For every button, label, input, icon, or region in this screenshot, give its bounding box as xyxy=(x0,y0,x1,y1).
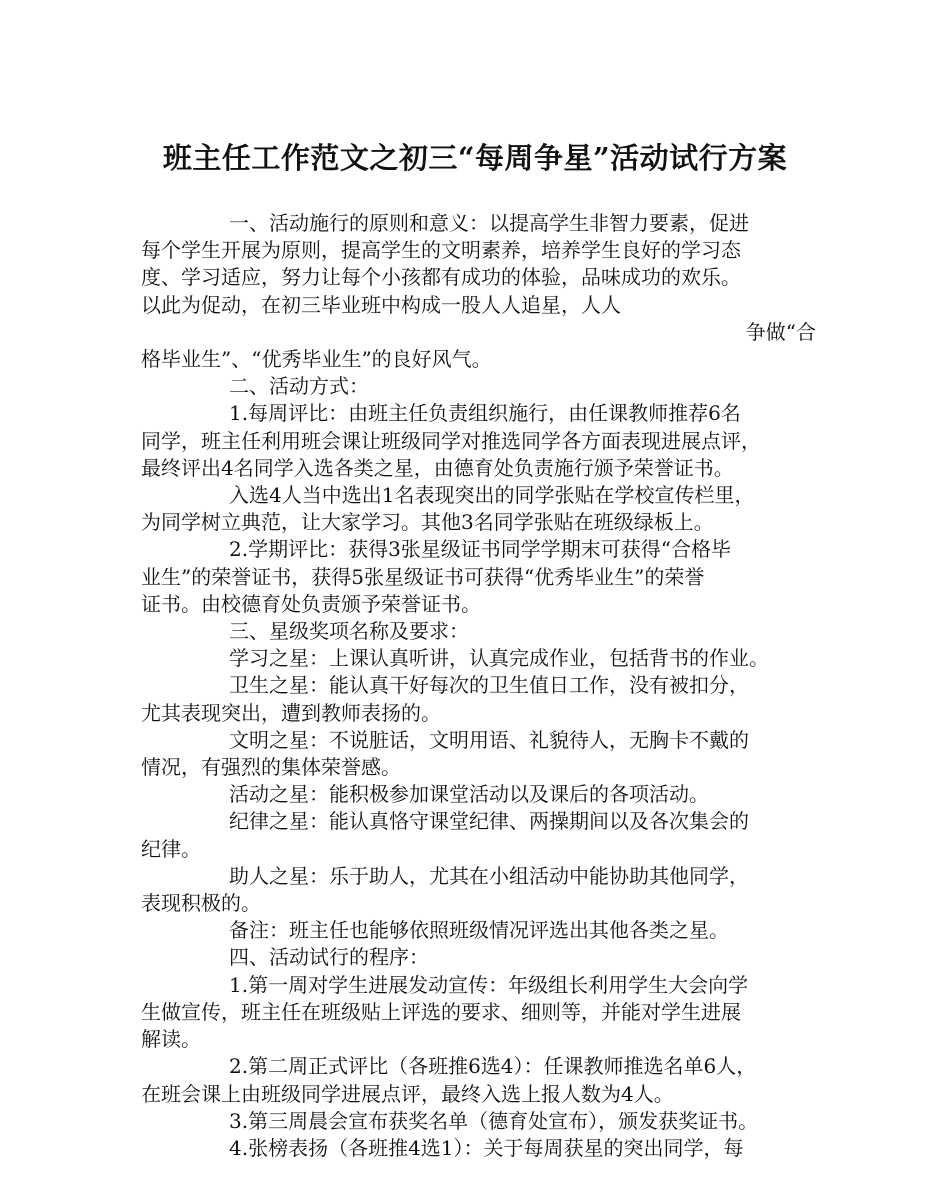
text-line: 为同学树立典范，让大家学习。其他3名同学张贴在班级绿板上。 xyxy=(141,510,714,535)
text-line: 以此为促动，在初三毕业班中构成一股人人追星，人人 xyxy=(141,292,621,317)
text-line: 入选4人当中选出1名表现突出的同学张贴在学校宣传栏里， xyxy=(229,483,755,508)
text-line: 格毕业生”、“优秀毕业生”的良好风气。 xyxy=(141,347,492,372)
text-line: 学习之星：上课认真听讲，认真完成作业，包括背书的作业。 xyxy=(229,646,769,671)
text-line: 表现积极的。 xyxy=(141,891,261,916)
document-title: 班主任工作范文之初三“每周争星”活动试行方案 xyxy=(162,141,788,175)
text-line: 度、学习适应，努力让每个小孩都有成功的体验，品味成功的欢乐。 xyxy=(141,265,741,290)
text-line: 情况，有强烈的集体荣誉感。 xyxy=(141,755,401,780)
text-line: 四、活动试行的程序： xyxy=(229,945,429,970)
text-line: 4.张榜表扬（各班推4选1）：关于每周获星的突出同学，每 xyxy=(229,1135,744,1160)
text-line: 三、星级奖项名称及要求： xyxy=(229,619,469,644)
text-line: 解读。 xyxy=(141,1027,201,1052)
text-line: 业生”的荣誉证书，获得5张星级证书可获得“优秀毕业生”的荣誉 xyxy=(141,564,705,589)
text-line: 1.第一周对学生进展发动宣传：年级组长利用学生大会向学 xyxy=(229,972,749,997)
text-line: 卫生之星：能认真干好每次的卫生值日工作，没有被扣分， xyxy=(229,673,749,698)
text-line: 二、活动方式： xyxy=(229,374,369,399)
text-line: 纪律之星：能认真恪守课堂纪律、两操期间以及各次集会的 xyxy=(229,809,749,834)
text-line: 生做宣传，班主任在班级贴上评选的要求、细则等，并能对学生进展 xyxy=(141,999,741,1024)
text-line: 同学，班主任利用班会课让班级同学对推选同学各方面表现进展点评， xyxy=(141,428,761,453)
text-line: 争做“合 xyxy=(745,319,816,344)
text-line: 文明之星：不说脏话，文明用语、礼貌待人，无胸卡不戴的 xyxy=(229,727,749,752)
text-line: 尤其表现突出，遭到教师表扬的。 xyxy=(141,700,441,725)
text-line: 2.第二周正式评比（各班推6选4）：任课教师推选名单6人， xyxy=(229,1054,757,1079)
text-line: 3.第三周晨会宣布获奖名单（德育处宣布），颁发获奖证书。 xyxy=(229,1108,759,1133)
text-line: 活动之星：能积极参加课堂活动以及课后的各项活动。 xyxy=(229,782,709,807)
text-line: 最终评出4名同学入选各类之星，由德育处负责施行颁予荣誉证书。 xyxy=(141,455,734,480)
text-line: 在班会课上由班级同学进展点评，最终入选上报人数为4人。 xyxy=(141,1081,674,1106)
document-body xyxy=(141,210,816,1162)
text-line: 1.每周评比：由班主任负责组织施行，由任课教师推荐6名 xyxy=(229,401,741,426)
text-line: 纪律。 xyxy=(141,836,201,861)
text-line: 助人之星：乐于助人，尤其在小组活动中能协助其他同学， xyxy=(229,863,749,888)
text-line: 证书。由校德育处负责颁予荣誉证书。 xyxy=(141,591,481,616)
text-line: 一、活动施行的原则和意义：以提高学生非智力要素，促进 xyxy=(229,211,749,235)
text-line: 每个学生开展为原则，提高学生的文明素养，培养学生良好的学习态 xyxy=(141,238,741,263)
text-line: 备注：班主任也能够依照班级情况评选出其他各类之星。 xyxy=(229,918,729,943)
text-line: 2.学期评比：获得3张星级证书同学学期末可获得“合格毕 xyxy=(229,537,732,562)
